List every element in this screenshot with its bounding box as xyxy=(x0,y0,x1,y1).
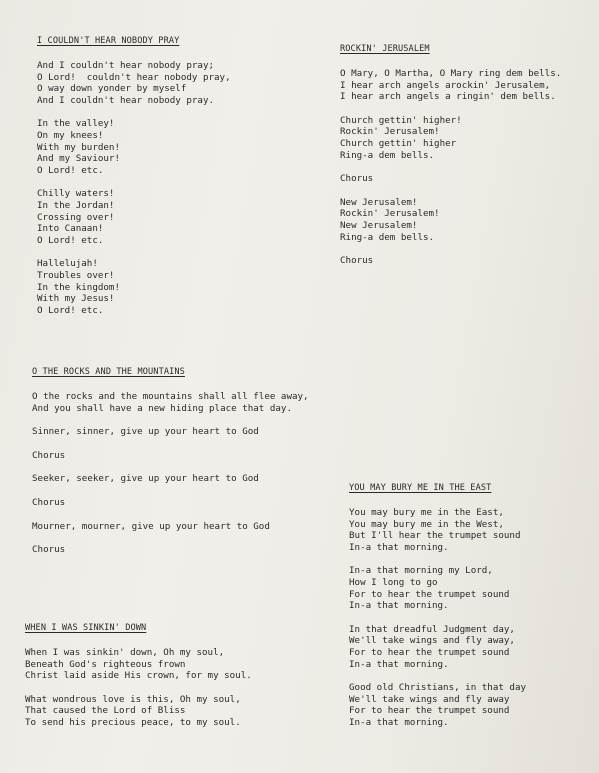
lyric-line: To send his precious peace, to my soul. xyxy=(25,716,241,728)
lyric-line: Good old Christians, in that day xyxy=(349,682,527,694)
song-you-may-bury-me-in-the-east xyxy=(349,483,526,741)
lyric-line: Sinner, sinner, give up your heart to God xyxy=(32,426,259,438)
stanza xyxy=(340,197,561,243)
lyric-line: In the kingdom! xyxy=(37,281,120,293)
lyric-line: Beneath God's righteous frown xyxy=(25,658,186,670)
chorus-label xyxy=(32,450,309,462)
lyric-line: Chorus xyxy=(32,449,66,461)
lyric-line: That caused the Lord of Bliss xyxy=(25,705,186,717)
song-when-i-was-sinkin-down xyxy=(25,623,252,741)
lyric-line: Rockin' Jerusalem! xyxy=(340,126,440,138)
lyric-line: I hear arch angels a ringin' dem bells. xyxy=(340,91,556,103)
song-rockin-jerusalem xyxy=(340,44,561,279)
lyric-line: What wondrous love is this, Oh my soul, xyxy=(25,693,241,705)
lyric-line: In-a that morning. xyxy=(349,658,449,670)
lyric-line: O Lord! etc. xyxy=(37,304,104,316)
lyric-line: For to hear the trumpet sound xyxy=(349,588,510,600)
lyric-line: How I long to go xyxy=(349,576,438,588)
stanza xyxy=(25,647,252,682)
lyric-line: Rockin' Jerusalem! xyxy=(340,208,440,220)
stanza xyxy=(349,507,526,553)
stanza xyxy=(37,60,231,106)
stanza xyxy=(340,68,561,103)
song-title: WHEN I WAS SINKIN' DOWN xyxy=(25,623,147,633)
stanza xyxy=(340,115,561,161)
lyric-line: In the valley! xyxy=(37,118,115,130)
stanza xyxy=(37,118,231,176)
lyric-line: O the rocks and the mountains shall all flee away, xyxy=(32,391,309,402)
lyric-line: New Jerusalem! xyxy=(340,196,418,208)
stanza xyxy=(32,473,309,485)
lyric-line: In-a that morning my Lord, xyxy=(349,565,493,577)
lyric-line: In-a that morning. xyxy=(349,716,449,728)
lyric-line: For to hear the trumpet sound xyxy=(349,705,510,717)
lyric-line: In-a that morning. xyxy=(349,541,449,553)
lyric-line: Chilly waters! xyxy=(37,188,115,200)
lyric-line: Ring-a dem bells. xyxy=(340,231,435,243)
lyric-line: Church gettin' higher xyxy=(340,137,457,149)
song-i-couldnt-hear-nobody-pray xyxy=(37,36,231,328)
lyric-line: And you shall have a new hiding place that day. xyxy=(32,402,292,414)
lyric-line: Chorus xyxy=(32,496,66,508)
lyric-line: O Lord! couldn't hear nobody pray, xyxy=(37,71,231,83)
lyric-line: Hallelujah! xyxy=(37,258,98,270)
lyric-line: You may bury me in the West, xyxy=(349,518,504,530)
lyric-line: With my burden! xyxy=(37,141,120,153)
lyric-line: Church gettin' higher! xyxy=(340,114,462,126)
lyric-line: Into Canaan! xyxy=(37,223,104,235)
lyric-line: When I was sinkin' down, Oh my soul, xyxy=(25,647,225,658)
lyric-line: Christ laid aside His crown, for my soul. xyxy=(25,670,252,682)
lyric-line: Chorus xyxy=(340,173,374,185)
lyric-line: I hear arch angels arockin' Jerusalem, xyxy=(340,79,551,91)
lyric-line: O Mary, O Martha, O Mary ring dem bells. xyxy=(340,68,562,79)
lyric-line: Chorus xyxy=(32,544,66,556)
lyric-line: On my knees! xyxy=(37,129,104,141)
lyric-line: And my Saviour! xyxy=(37,153,120,165)
lyric-line: And I couldn't hear nobody pray; xyxy=(37,60,215,71)
stanza xyxy=(349,565,526,611)
lyric-line: We'll take wings and fly away xyxy=(349,693,510,705)
lyric-line: In that dreadful Judgment day, xyxy=(349,623,515,635)
lyric-line: Seeker, seeker, give up your heart to God xyxy=(32,473,259,485)
song-title: ROCKIN' JERUSALEM xyxy=(340,44,430,54)
lyric-line: With my Jesus! xyxy=(37,293,115,305)
lyric-line: O Lord! etc. xyxy=(37,164,104,176)
lyric-line: O way down yonder by myself xyxy=(37,83,187,95)
lyric-line: Mourner, mourner, give up your heart to God xyxy=(32,520,270,532)
lyric-line: You may bury me in the East, xyxy=(349,507,504,518)
stanza xyxy=(349,624,526,670)
song-title: YOU MAY BURY ME IN THE EAST xyxy=(349,483,492,493)
song-title: I COULDN'T HEAR NOBODY PRAY xyxy=(37,36,180,46)
chorus-label xyxy=(32,497,309,509)
stanza xyxy=(349,682,526,728)
lyric-line: Ring-a dem bells. xyxy=(340,149,435,161)
stanza xyxy=(32,426,309,438)
chorus-label xyxy=(32,544,309,556)
lyric-line: But I'll hear the trumpet sound xyxy=(349,530,521,542)
lyric-line: Crossing over! xyxy=(37,211,115,223)
lyric-line: In the Jordan! xyxy=(37,199,115,211)
lyric-line: For to hear the trumpet sound xyxy=(349,646,510,658)
lyric-line: Chorus xyxy=(340,255,374,267)
lyric-line: We'll take wings and fly away, xyxy=(349,635,515,647)
lyric-line: And I couldn't hear nobody pray. xyxy=(37,94,215,106)
stanza xyxy=(37,188,231,246)
stanza xyxy=(32,521,309,533)
lyric-line: Troubles over! xyxy=(37,269,115,281)
chorus-label xyxy=(340,255,561,267)
stanza xyxy=(25,694,252,729)
chorus-label xyxy=(340,173,561,185)
lyric-line: In-a that morning. xyxy=(349,600,449,612)
lyric-line: New Jerusalem! xyxy=(340,219,418,231)
lyric-line: O Lord! etc. xyxy=(37,234,104,246)
stanza xyxy=(32,391,309,414)
song-o-the-rocks-and-the-mountains xyxy=(32,367,309,568)
song-title: O THE ROCKS AND THE MOUNTAINS xyxy=(32,367,185,377)
stanza xyxy=(37,258,231,316)
